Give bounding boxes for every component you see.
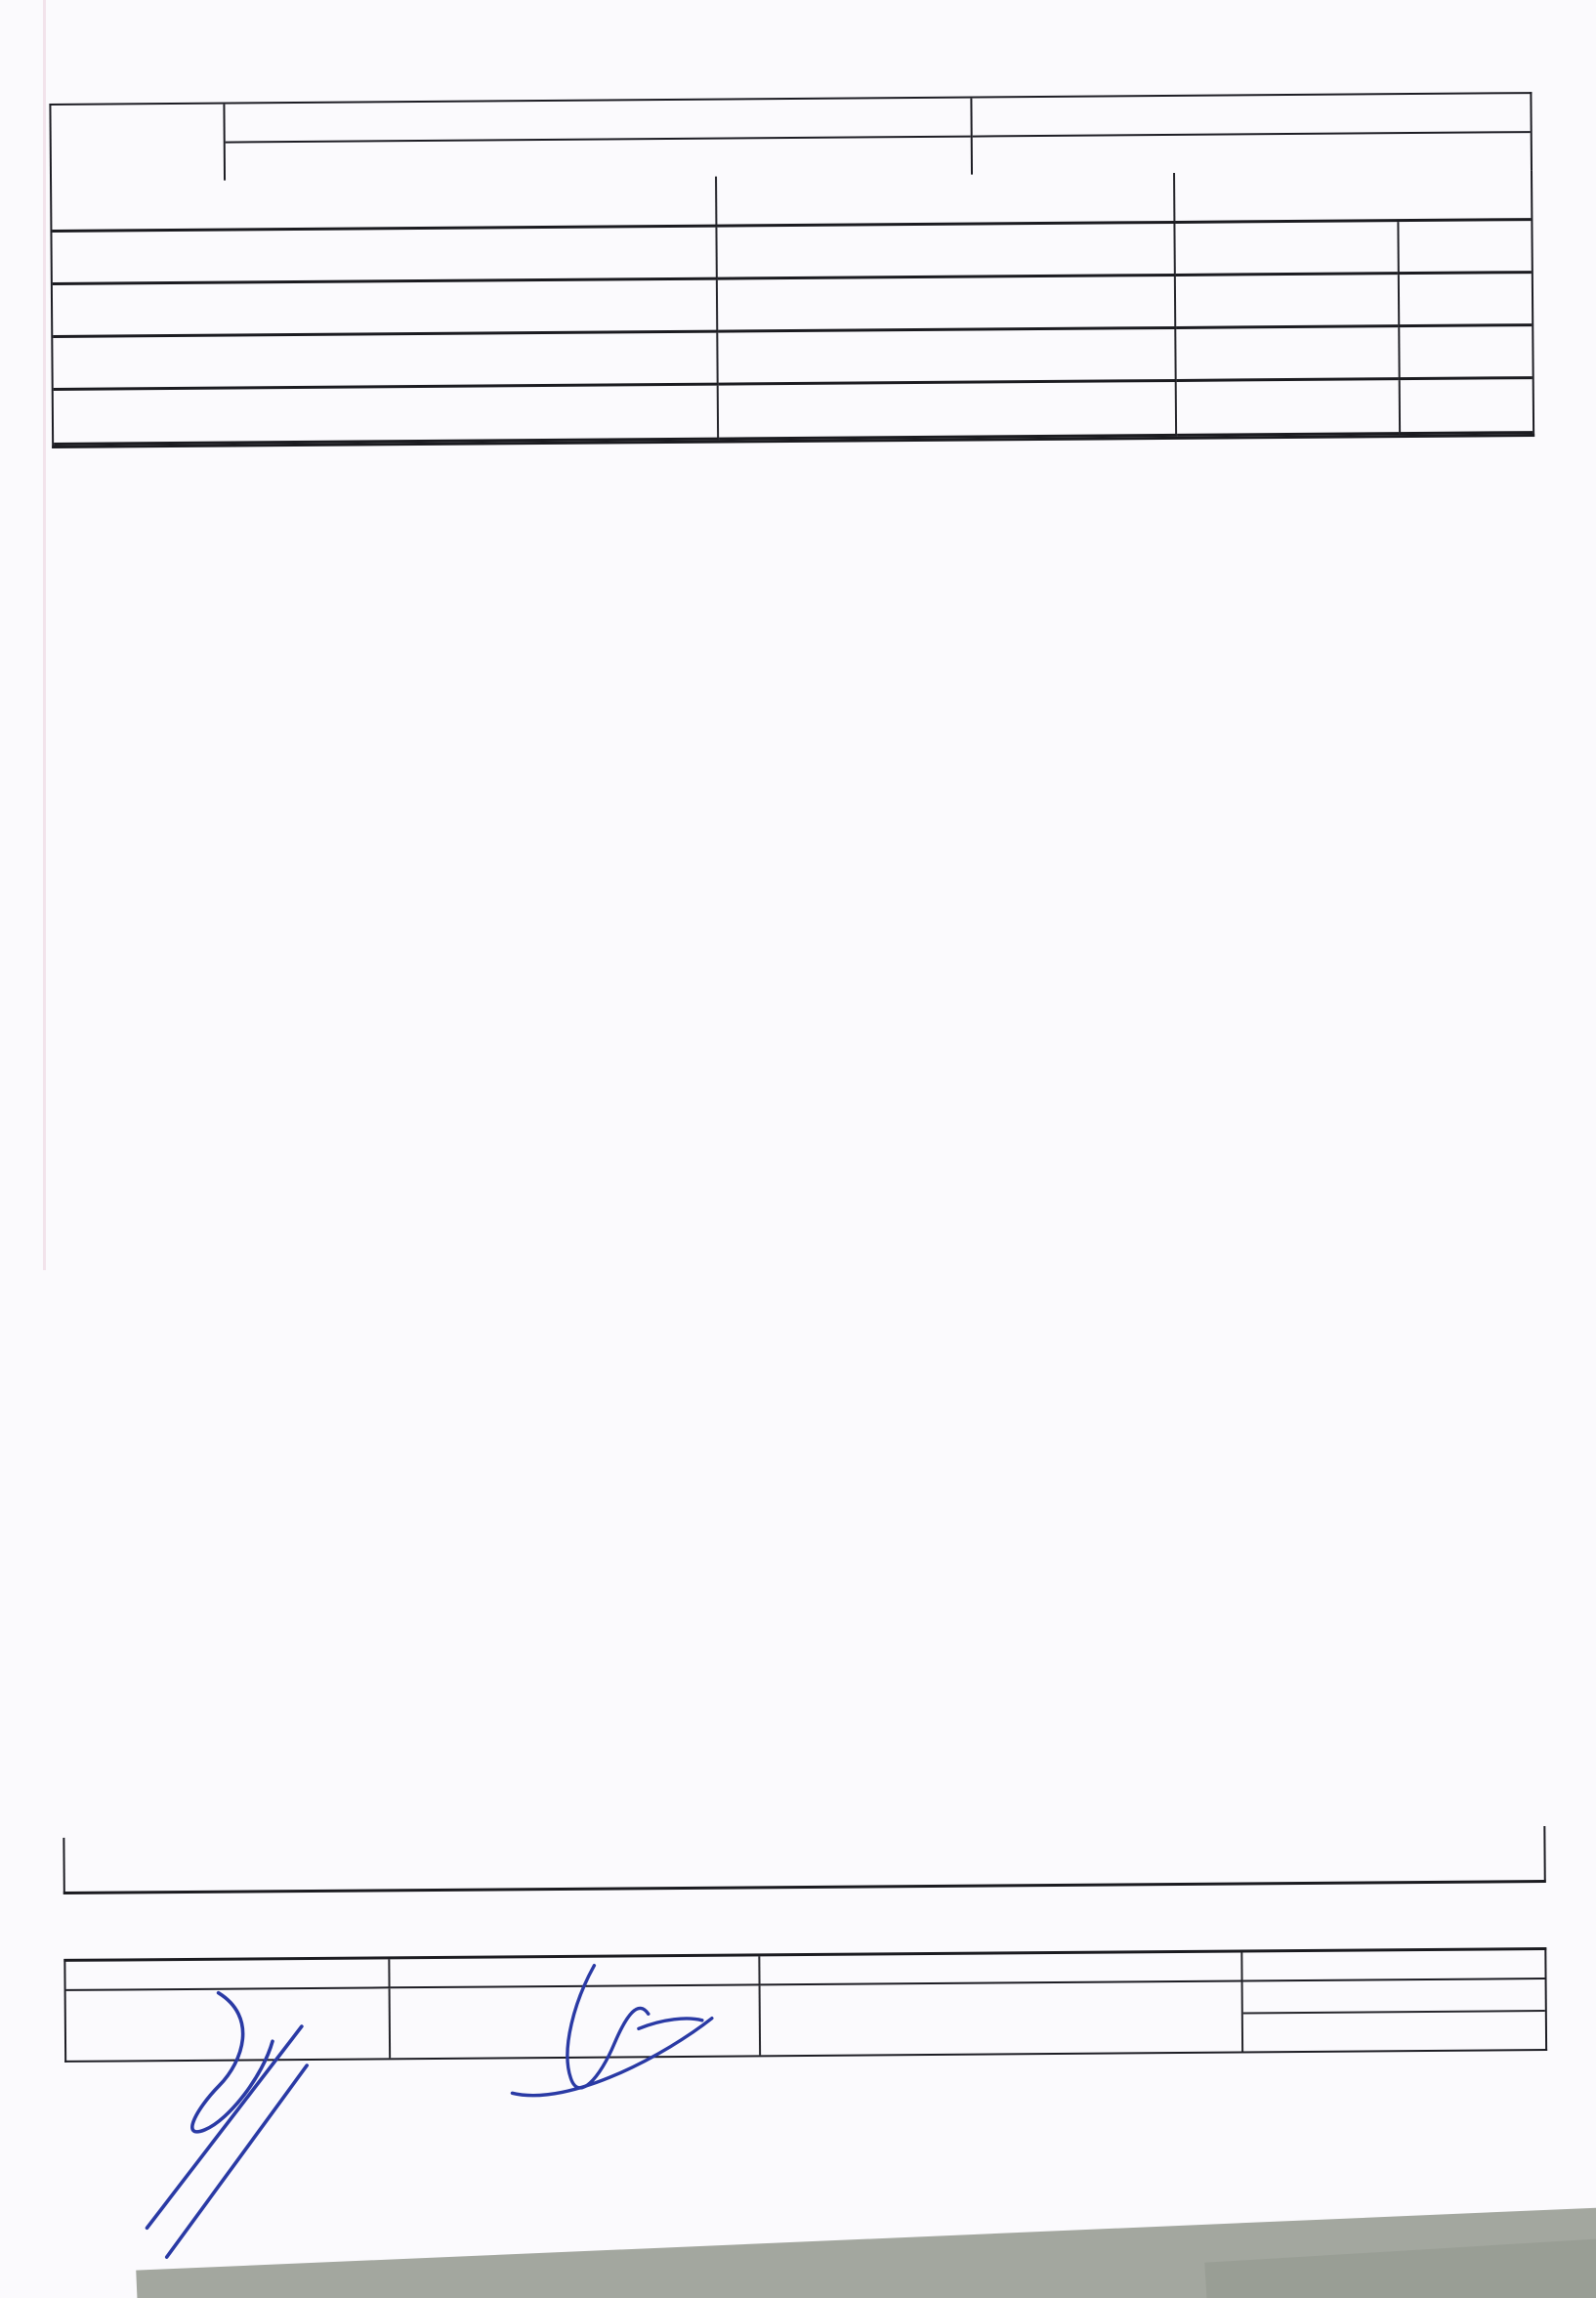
format-no	[972, 94, 1530, 137]
critical-size-note	[63, 1894, 1538, 1906]
header-titles	[225, 99, 973, 181]
won-field	[717, 173, 1175, 228]
checked-by-signature	[126, 1982, 353, 2273]
hole-size-field	[718, 277, 1176, 333]
judgement-reject-label	[1176, 275, 1398, 329]
judgement-rework-row	[1176, 326, 1532, 382]
lark-gear-logo-icon	[99, 105, 176, 182]
judgement-conditional-symbol	[1399, 379, 1533, 435]
rn-no-label	[1242, 1979, 1544, 2014]
judgement-reject-symbol	[1398, 274, 1532, 327]
report-header	[49, 92, 1533, 182]
legend-mm	[760, 1952, 1242, 1985]
inspection-date-field	[54, 386, 720, 446]
rn-file-cell	[1242, 1979, 1545, 2051]
customer-name-field	[719, 382, 1177, 441]
blank-no-field	[718, 224, 1176, 280]
judgement-ok-row	[1175, 221, 1531, 277]
judgement-reject-row	[1176, 274, 1532, 329]
machine-name-field	[52, 177, 718, 233]
judgement-conditional-label	[1177, 380, 1399, 437]
report-title	[226, 138, 971, 181]
verified-by-signature	[501, 1959, 756, 2132]
judgement-ok-label	[1175, 222, 1397, 277]
approved-by-cell	[761, 1981, 1243, 2055]
judgement-ok-symbol	[1397, 221, 1531, 275]
info-section	[50, 170, 1534, 446]
rev-date	[973, 133, 1531, 174]
legend-hg	[1242, 1950, 1544, 1981]
company-name	[225, 99, 970, 144]
company-logo-cell	[51, 105, 226, 182]
drawing-no-field	[52, 228, 718, 285]
part-mfg-date-field	[53, 280, 719, 338]
category-field	[718, 329, 1176, 386]
file-in-record-label	[1243, 2012, 1545, 2019]
format-box	[972, 94, 1531, 174]
judgement-rework-symbol	[1398, 326, 1532, 380]
judgement-conditional-row	[1177, 379, 1533, 437]
inspector-name-field	[53, 333, 719, 391]
judgement-symbols-title	[1175, 170, 1531, 224]
judgement-rework-label	[1176, 327, 1398, 382]
remarks-box	[63, 1826, 1545, 1894]
